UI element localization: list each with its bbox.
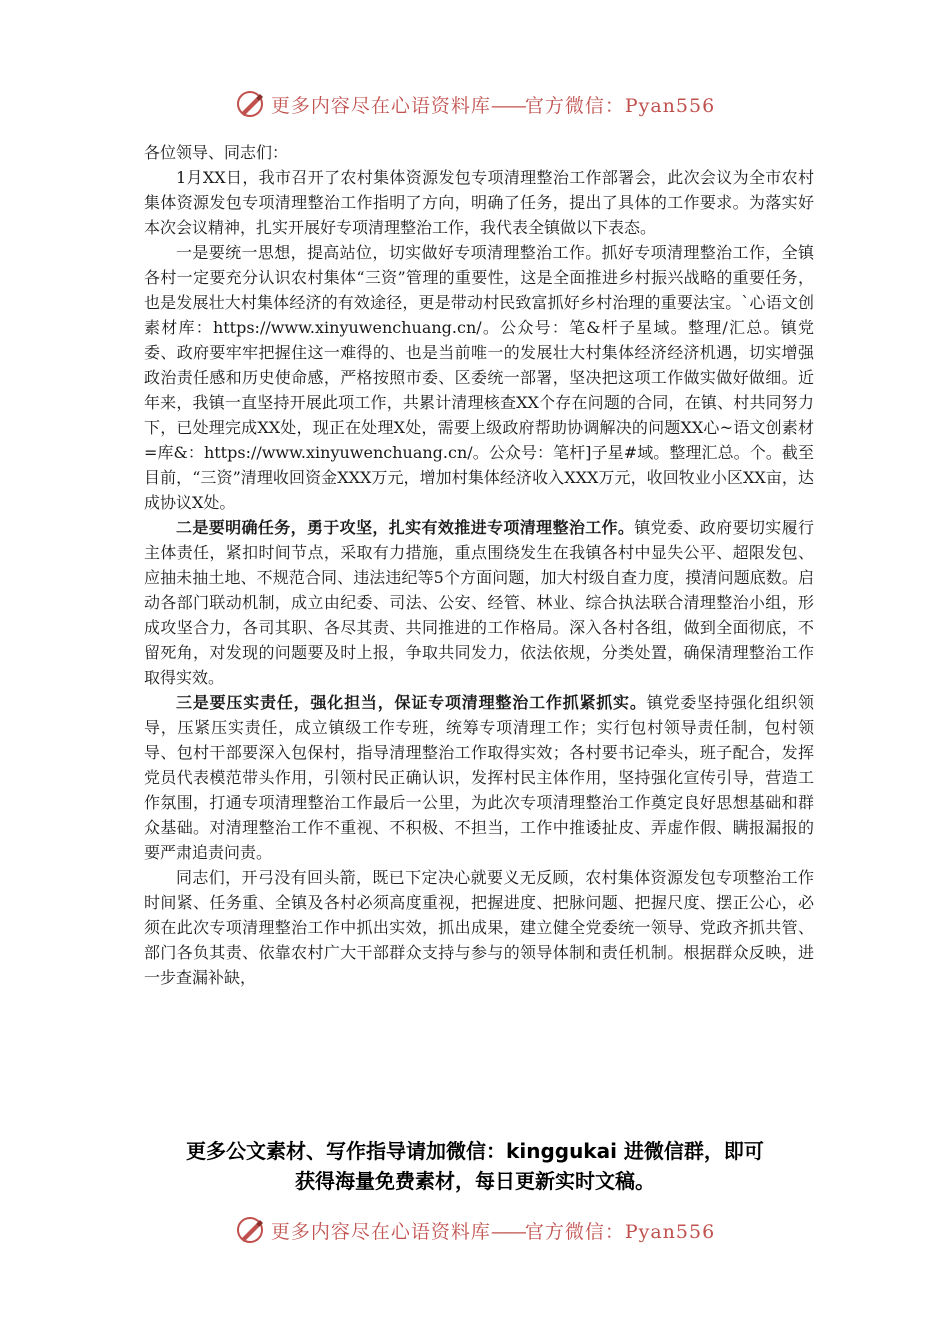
banner-text: 更多内容尽在心语资料库——官方微信：Pyan556 — [270, 1220, 716, 1243]
promo-line-1: 更多公文素材、写作指导请加微信：kinggukai 进微信群，即可 — [186, 1139, 764, 1163]
paragraph-5: 同志们，开弓没有回头箭，既已下定决心就要义无反顾，农村集体资源发包专项整治工作时间紧、任务重、全镇及各村必须高度重视，把握进度、把脉问题、把握尺度、摆正公心，必须在此次专项清理整治工作中抓出实效，抓出成果，建立健全党委统一领导、党政齐抓共管、部门各负其责、依靠农村广大干部群众支持与参与的领导体制和责任机制。根据群众反映，进一步查漏补缺， — [144, 868, 814, 987]
promo-notice — [0, 1136, 950, 1196]
promo-line-2: 获得海量免费素材，每日更新实时文稿。 — [295, 1169, 655, 1193]
paragraph-2: 一是要统一思想，提高站位，切实做好专项清理整治工作。抓好专项清理整治工作，全镇各村一定要充分认识农村集体“三资”管理的重要性，这是全面推进乡村振兴战略的重要任务，也是发展壮大村集体经济的有效途径，更是带动村民致富抓好乡村治理的重要法宝。`心语文创素材库：https://www.xinyuwenchuang.cn/。公众号：笔&杆子星域。整理/汇总。镇党委、政府要牢牢把握住这一难得的、也是当前唯一的发展壮大村集体经济经济机遇，切实增强政治责任感和历史使命感，严格按照市委、区委统一部署，坚决把这项工作做实做好做细。近年来，我镇一直坚持开展此项工作，共累计清理核查XX个存在问题的合同，在镇、村共同努力下，已处理完成XX处，现正在处理X处，需要上级政府帮助协调解决的问题XX心~语文创素材=库&：https://www.xinyuwenchuang.cn/。公众号：笔杆]子星#域。整理汇总。个。截至目前，“三资”清理收回资金XXX万元，增加村集体经济收入XXX万元，收回牧业小区XX亩，达成协议X处。 — [144, 243, 814, 512]
pen-in-circle-icon — [235, 89, 265, 119]
paragraph-4: 三是要压实责任，强化担当，保证专项清理整治工作抓紧抓实。镇党委坚持强化组织领导，压紧压实责任，成立镇级工作专班，统筹专项清理工作；实行包村领导责任制，包村领导、包村干部要深入包保村，指导清理整治工作取得实效；各村要书记牵头，班子配合，发挥党员代表模范带头作用，引领村民正确认识，发挥村民主体作用，坚持强化宣传引导，营造工作氛围，打通专项清理整治工作最后一公里，为此次专项清理整治工作奠定良好思想基础和群众基础。对清理整治工作不重视、不积极、不担当，工作中推诿扯皮、弄虚作假、瞒报漏报的要严肃追责问责。 — [144, 693, 814, 862]
document-body — [144, 140, 814, 990]
paragraph-3: 二是要明确任务，勇于攻坚，扎实有效推进专项清理整治工作。镇党委、政府要切实履行主体责任，紧扣时间节点，采取有力措施，重点围绕发生在我镇各村中显失公平、超限发包、应抽未抽土地、不规范合同、违法违纪等5个方面问题，加大村级自查力度，摸清问题底数。启动各部门联动机制，成立由纪委、司法、公安、经管、林业、综合执法联合清理整治小组，形成攻坚合力，各司其职、各尽其责、共同推进的工作格局。深入各村各组，做到全面彻底，不留死角，对发现的问题要及时上报，争取共同发力，依法依规，分类处置，确保清理整治工作取得实效。 — [144, 518, 814, 687]
paragraph-1: 1月XX日，我市召开了农村集体资源发包专项清理整治工作部署会，此次会议为全市农村集体资源发包专项清理整治工作指明了方向，明确了任务，提出了具体的工作要求。为落实好本次会议精神，扎实开展好专项清理整治工作，我代表全镇做以下表态。 — [144, 168, 814, 237]
pen-in-circle-icon — [235, 1215, 265, 1245]
greeting: 各位领导、同志们： — [144, 143, 289, 162]
header-banner — [0, 84, 950, 124]
banner-text: 更多内容尽在心语资料库——官方微信：Pyan556 — [270, 94, 716, 117]
footer-banner — [0, 1210, 950, 1250]
